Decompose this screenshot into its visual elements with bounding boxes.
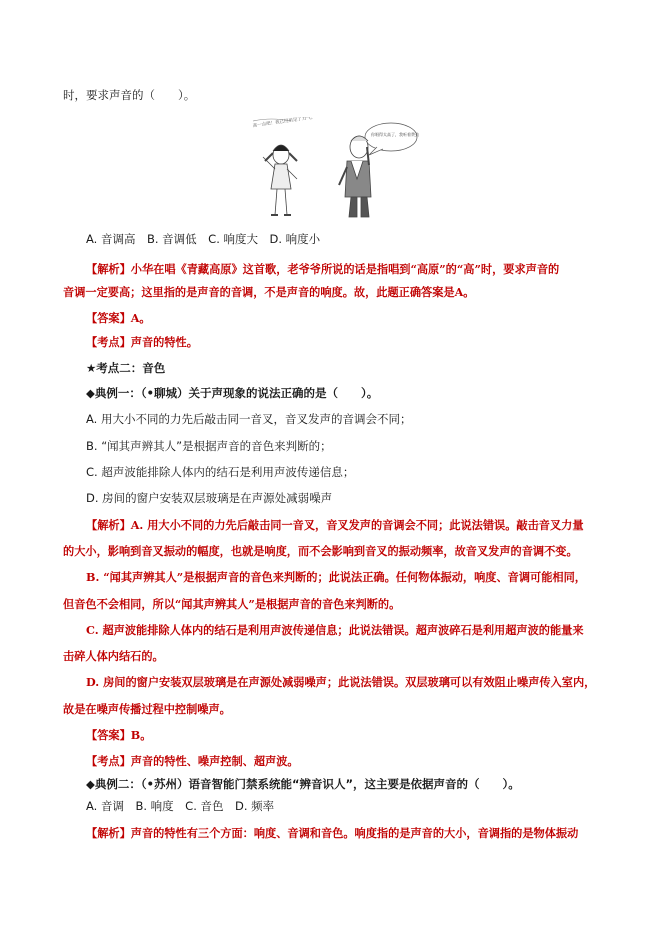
- q1-options: A. 音调高 B. 音调低 C. 响度大 D. 响度小: [86, 232, 321, 246]
- man-speech-bubble: [365, 123, 419, 155]
- example1-analysis-d2: 故是在噪声传播过程中控制噪声。: [63, 702, 231, 716]
- q1-kaodian: 【考点】声音的特性。: [86, 335, 198, 349]
- example1-analysis-b2: 但音色不会相同，所以“闻其声辨其人”是根据声音的音色来判断的。: [63, 597, 401, 611]
- example1-answer: 【答案】B。: [86, 728, 152, 742]
- example1-title: ◆典例一：（•聊城）关于声现象的说法正确的是（ ）。: [86, 386, 379, 400]
- man-bubble-text: 你唱得太高了，我听着费劲: [371, 132, 419, 137]
- example1-analysis-c1: C. 超声波能排除人体内的结石是利用声波传递信息；此说法错误。超声波碎石是利用超声波的能量来: [86, 623, 584, 637]
- example1-kaodian: 【考点】声音的特性、噪声控制、超声波。: [86, 754, 299, 768]
- girl-speech-bubble: [252, 117, 315, 129]
- q1-analysis-line1: 【解析】小华在唱《青藏高原》这首歌，老爷爷所说的话是指唱到“高原”的“高”时，要求声音的: [86, 262, 560, 276]
- example1-analysis-a1: 【解析】A. 用大小不同的力先后敲击同一音叉，音叉发声的音调会不同；此说法错误。敲击音叉力量: [86, 518, 584, 532]
- girl-figure: [263, 145, 297, 215]
- example1-analysis-a2: 的大小，影响到音叉振动的幅度，也就是响度，而不会影响到音叉的振动频率，故音叉发声的音调不变。: [63, 544, 578, 558]
- example2-analysis: 【解析】声音的特性有三个方面：响度、音调和音色。响度指的是声音的大小，音调指的是物体振动: [86, 826, 579, 840]
- example1-option-b: B. “闻其声辨其人”是根据声音的音色来判断的；: [86, 439, 332, 453]
- example1-option-c: C. 超声波能排除人体内的结石是利用声波传递信息；: [86, 465, 355, 479]
- cartoon-illustration: [251, 117, 419, 221]
- question-stem-tail: 时，要求声音的（ ）。: [63, 88, 196, 102]
- example1-option-a: A. 用大小不同的力先后敲击同一音叉，音叉发声的音调会不同；: [86, 412, 412, 426]
- example1-analysis-c2: 击碎人体内结石的。: [63, 649, 164, 663]
- q1-analysis-line2: 音调一定要高；这里指的是声音的音调，不是声音的响度。故，此题正确答案是A。: [63, 285, 475, 299]
- example2-options: A. 音调 B. 响度 C. 音色 D. 频率: [86, 799, 275, 813]
- girl-bubble-text: 高一点吧！我已经用足了力气。: [252, 117, 316, 129]
- example1-analysis-d1: D. 房间的窗户安装双层玻璃是在声源处减弱噪声；此说法错误。双层玻璃可以有效阻止噪声传入室内，: [86, 675, 596, 689]
- old-man-figure: [339, 136, 371, 217]
- q1-answer: 【答案】A。: [86, 311, 151, 325]
- example1-analysis-b1: B. “闻其声辨其人”是根据声音的音色来判断的；此说法正确。任何物体振动，响度、音调可能相同，: [86, 570, 586, 584]
- section-title: ★考点二：音色: [86, 361, 166, 375]
- example1-option-d: D. 房间的窗户安装双层玻璃是在声源处减弱噪声: [86, 491, 333, 505]
- illustration-girl-and-old-man: [251, 117, 419, 221]
- example2-title: ◆典例二：（•苏州）语音智能门禁系统能“辨音识人”，这主要是依据声音的（ ）。: [86, 777, 520, 791]
